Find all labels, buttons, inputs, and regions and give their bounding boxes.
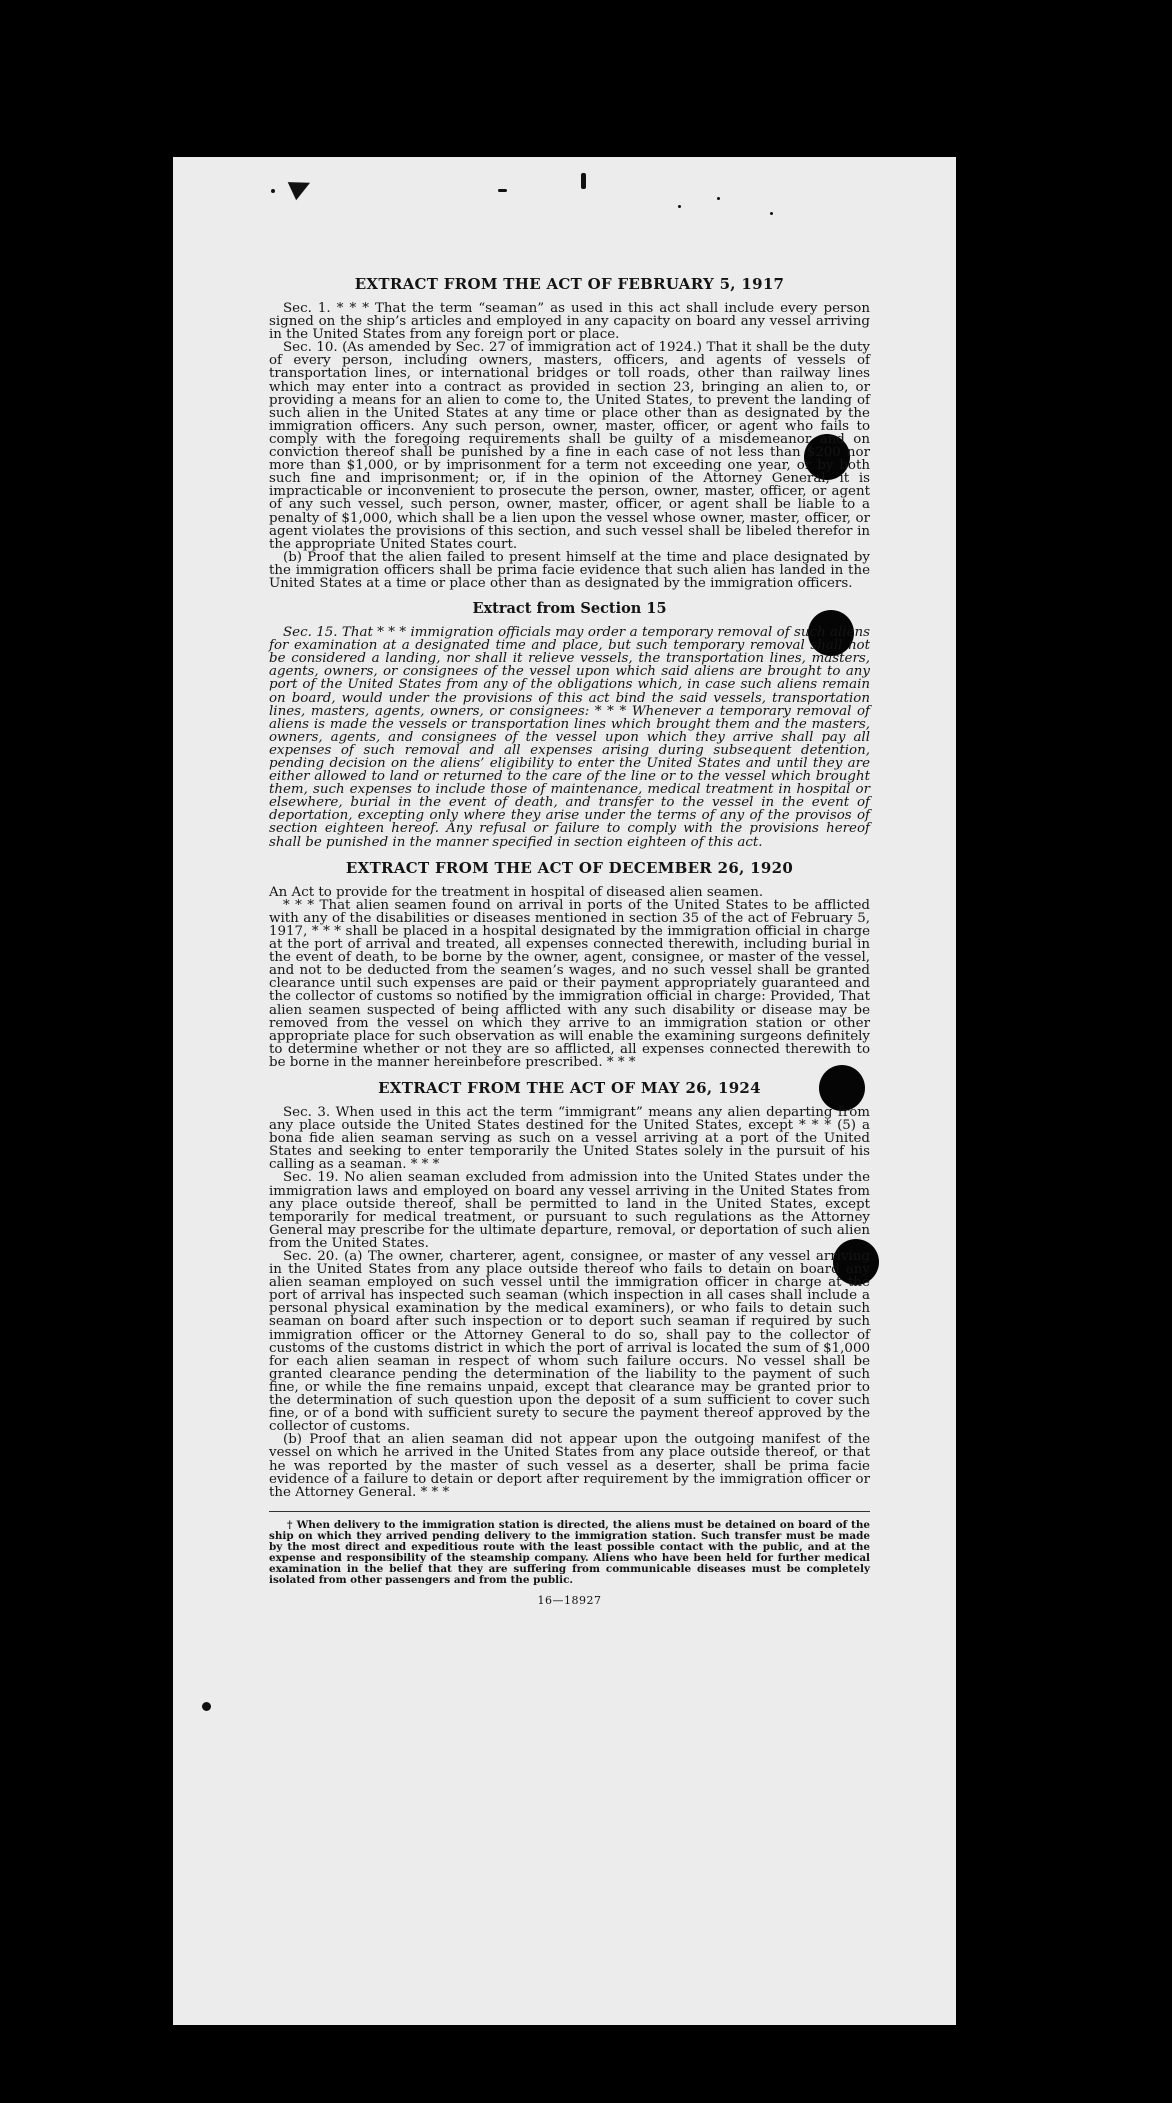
paragraph: Sec. 3. When used in this act the term “immigrant” means any alien departing from any place outside the United States destined for the United States, except * * * (5) a bona fide alien seaman serving as such on a vessel arriving at a port of the United States and seeking to enter temporarily the United States solely in the pursuit of his calling as a seaman. * * * xyxy=(269,1104,870,1173)
top-speck xyxy=(717,197,720,200)
section-heading: EXTRACT FROM THE ACT OF MAY 26, 1924 xyxy=(378,1078,761,1097)
paragraph: Sec. 15. That * * * immigration officials may order a temporary removal of such aliens for examination at a designated time and place, but such temporary removal shall not be considered a landing, nor shall it relieve vessels, the transportation lines, masters, agents, owners, or consignees of the vessel upon which said aliens are brought to any port of the United States from any of the obligations which, in case such aliens remain on board, would under the provisions of this act bind the said vessels, transportation lines, masters, agents, owners, or consignees: * * * Whenever a temporary removal of aliens is made the vessels or transportation lines which brought them and the masters, owners, agents, and consignees of the vessel upon which they arrive shall pay all expenses of such removal and all expenses arising during subsequent detention, pending decision on the aliens’ eligibility to enter the United States and until they are either allowed to land or returned to the care of the line or to the vessel which brought them, such expenses to include those of maintenance, medical treatment in hospital or elsewhere, burial in the event of death, and transfer to the vessel in the event of deportation, excepting only where they arise under the terms of any of the provisos of section eighteen hereof. Any refusal or failure to comply with the provisions hereof shall be punished in the manner specified in section eighteen of this act. xyxy=(269,625,870,850)
top-speck xyxy=(678,205,681,208)
paragraph: Sec. 19. No alien seaman excluded from admission into the United States under the immigration laws and employed on board any vessel arriving in the United States from any place outside thereof, shall be permitted to land in the United States, except temporarily for medical treatment, or pursuant to such regulations as the Attorney General may prescribe for the ultimate departure, removal, or deportation of such alien from the United States. xyxy=(269,1170,870,1251)
section-act-1924 xyxy=(269,1079,870,1499)
paragraph: (b) Proof that the alien failed to present himself at the time and place designated by the immigration officers shall be prima facie evidence that such alien has landed in the United States at a time or place other than as designated by the immigration officers. xyxy=(269,549,870,591)
footnote: † When delivery to the immigration station is directed, the aliens must be detained on board of the ship on which they arrived pending delivery to the immigration station. Such transfer must be made by the most direct and expeditious route with the least possible contact with the public, and at the expense and responsibility of the steamship company. Aliens who have been held for further medical examination in the belief that they are suffering from communicable diseases must be completely isolated from other passengers and from the public. xyxy=(269,1518,870,1586)
paragraph: An Act to provide for the treatment in hospital of diseased alien seamen. xyxy=(269,884,764,900)
paragraph: Sec. 20. (a) The owner, charterer, agent, consignee, or master of any vessel arriving in the United States from any place outside thereof who fails to detain on board any alien seaman employed on such vessel until the immigration officer in charge at the port of arrival has inspected such seaman (which inspection in all cases shall include a personal physical examination by the medical examiners), or who fails to detain such seaman on board after such inspection or to deport such seaman if required by such immigration officer or the Attorney General to do so, shall pay to the collector of customs of the customs district in which the port of arrival is located the sum of $1,000 for each alien seaman in respect of whom such failure occurs. No vessel shall be granted clearance pending the determination of the liability to the payment of such fine, or while the fine remains unpaid, except that clearance may be granted prior to the determination of such question upon the deposit of a sum sufficient to cover such fine, or of a bond with sufficient surety to secure the payment thereof approved by the collector of customs. xyxy=(269,1249,870,1435)
section-heading: Extract from Section 15 xyxy=(472,600,667,618)
top-speck xyxy=(581,173,586,189)
top-speck xyxy=(770,212,773,215)
section-extract-15 xyxy=(269,600,870,849)
page-number: 16—18927 xyxy=(537,1593,602,1607)
section-heading: EXTRACT FROM THE ACT OF DECEMBER 26, 1920 xyxy=(345,858,794,877)
side-speck xyxy=(202,1702,211,1711)
paragraph: (b) Proof that an alien seaman did not appear upon the outgoing manifest of the vessel on which he arrived in the United States from any place outside thereof, or that he was reported by the master of such vessel as a deserter, shall be prima facie evidence of a failure to detain or deport after requirement by the immigration officer or the Attorney General. * * * xyxy=(269,1432,870,1500)
paragraph: Sec. 10. (As amended by Sec. 27 of immigration act of 1924.) That it shall be the duty of every person, including owners, masters, officers, and agents of vessels of transportation lines, or international bridges or toll roads, other than railway lines which may enter into a contract as provided in section 23, bringing an alien to, or providing a means for an alien to come to, the United States, to prevent the landing of such alien in the United States at any time or place other than as designated by the immigration officers. Any such person, owner, master, officer, or agent who fails to comply with the foregoing requirements shall be guilty of a misdemeanor and on conviction thereof shall be punished by a fine in each case of not less than $200 nor more than $1,000, or by imprisonment for a term not exceeding one year, or by both such fine and imprisonment; or, if in the opinion of the Attorney General, it is impracticable or inconvenient to prosecute the person, owner, master, officer, or agent of any such vessel, such person, owner, master, officer, or agent shall be liable to a penalty of $1,000, which shall be a lien upon the vessel whose owner, master, officer, or agent violates the provisions of this section, and such vessel shall be libeled therefor in the appropriate United States court. xyxy=(269,340,870,552)
document-text xyxy=(269,275,870,1607)
paragraph: * * * That alien seamen found on arrival in ports of the United States to be afflicted with any of the disabilities or diseases mentioned in section 35 of the act of February 5, 1917, * * * shall be placed in a hospital designated by the immigration official in charge at the port of arrival and treated, all expenses connected therewith, including burial in the event of death, to be borne by the owner, agent, consignee, or master of the vessel, and not to be deducted from the seamen’s wages, and no such vessel shall be granted clearance until such expenses are paid or their payment appropriately guaranteed and the collector of customs so notified by the immigration official in charge: Provided, That alien seamen suspected of being afflicted with any such disability or disease may be removed from the vessel on which they arrive to an immigration station or other appropriate place for such observation as will enable the examining surgeons definitely to determine whether or not they are so afflicted, all expenses connected therewith to be borne in the manner hereinbefore prescribed. * * * xyxy=(269,897,870,1070)
document-page xyxy=(173,157,956,2025)
top-speck xyxy=(498,189,507,192)
section-act-1917 xyxy=(269,275,870,590)
section-heading: EXTRACT FROM THE ACT OF FEBRUARY 5, 1917 xyxy=(354,275,785,293)
divider xyxy=(269,1511,870,1512)
top-punch-mark xyxy=(288,174,315,201)
top-speck xyxy=(271,189,275,193)
paragraph: Sec. 1. * * * That the term “seaman” as used in this act shall include every person signed on the ship’s articles and employed in any capacity on board any vessel arriving in the United States from any foreign port or place. xyxy=(269,301,870,343)
section-act-1920 xyxy=(269,859,870,1069)
